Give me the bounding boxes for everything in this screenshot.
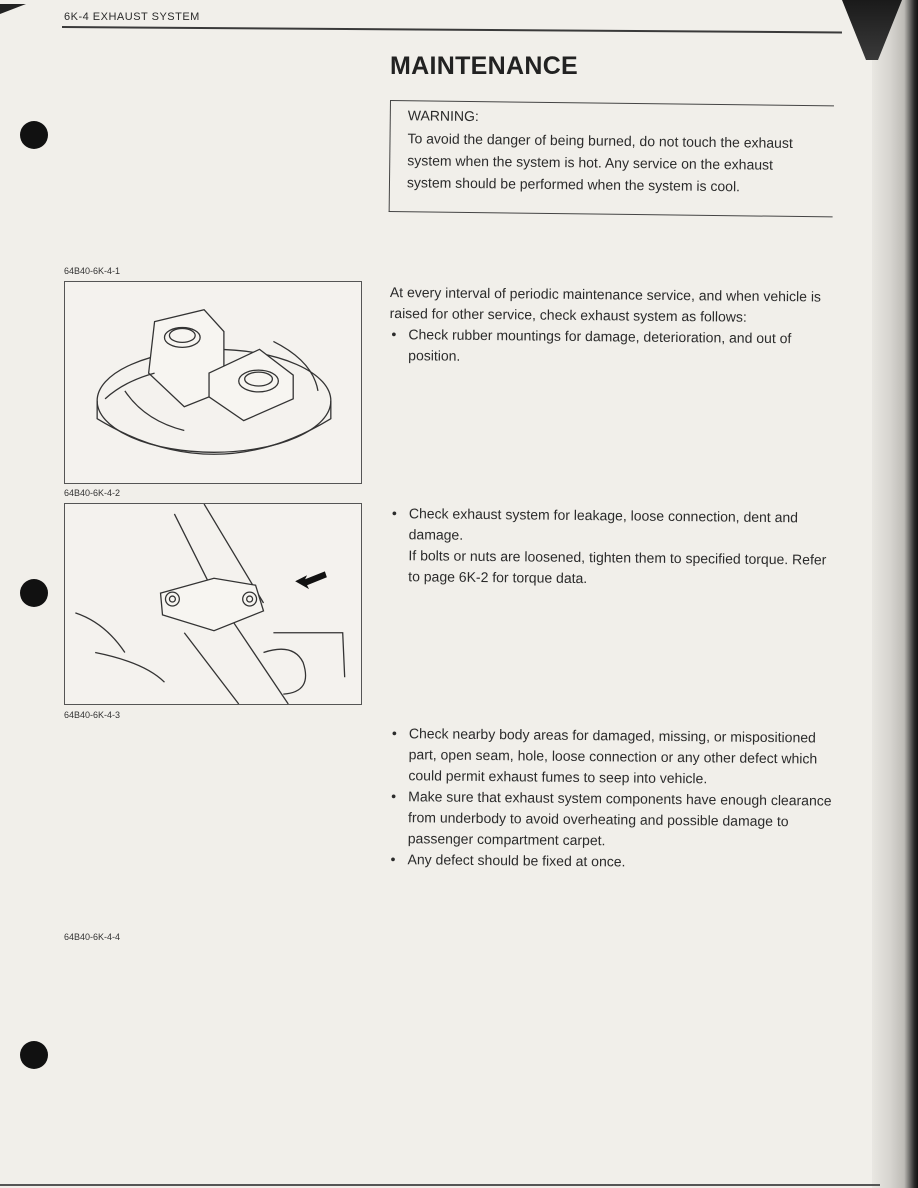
rubber-mounting-illustration: [65, 282, 361, 483]
running-header: 6K-4 EXHAUST SYSTEM: [64, 11, 200, 23]
bullet-list: [388, 723, 836, 875]
bullet-item: • Check nearby body areas for damaged, missing, or mispositioned part, open seam, hole, loose connection or any other defect which could permit exhaust fumes to seep into vehicle.: [389, 723, 836, 791]
bottom-rule: [0, 1184, 880, 1186]
warning-title: WARNING:: [407, 107, 479, 125]
punch-hole: [20, 1041, 48, 1069]
punch-hole: [20, 121, 48, 149]
corner-mark: [0, 4, 26, 14]
maintenance-block-3: [388, 723, 836, 875]
warning-box: [389, 100, 834, 217]
bullet-item: • Any defect should be fixed at once.: [388, 849, 834, 875]
torque-note: If bolts or nuts are loosened, tighten them to specified torque. Refer to page 6K-2 for torque data.: [408, 547, 827, 587]
exhaust-flange-illustration: [65, 504, 361, 704]
figure-rubber-mounting: [64, 281, 362, 484]
bullet-item: • Check exhaust system for leakage, loose connection, dent and damage.: [390, 503, 836, 550]
bullet-list: [390, 503, 836, 550]
page-edge-shadow: [872, 0, 918, 1188]
bullet-item: • Check rubber mountings for damage, deterioration, and out of position.: [389, 324, 835, 371]
bullet-item: • Make sure that exhaust system components have enough clearance from underbody to avoid overheating and possible damage to passenger compartment carpet.: [389, 786, 836, 854]
maintenance-block-2: [389, 503, 836, 592]
punch-hole: [20, 579, 48, 607]
maintenance-block-1: [389, 282, 836, 371]
page-title: MAINTENANCE: [390, 52, 579, 80]
header-rule: [62, 26, 842, 33]
bullet-list: [389, 324, 835, 371]
figure-exhaust-flange: [64, 503, 362, 705]
figure-label: 64B40-6K-4-2: [64, 488, 121, 498]
figure-label: 64B40-6K-4-3: [64, 710, 121, 720]
figure-label: 64B40-6K-4-4: [64, 932, 121, 942]
intro-paragraph: At every interval of periodic maintenance service, and when vehicle is raised for other service, check exhaust system as follows:: [389, 283, 822, 325]
arrow-icon: [295, 571, 327, 589]
figure-label: 64B40-6K-4-1: [64, 266, 121, 276]
warning-text: To avoid the danger of being burned, do not touch the exhaust system when the system is hot. Any service on the exhaust system should be performed when the system is cool.: [406, 130, 793, 195]
